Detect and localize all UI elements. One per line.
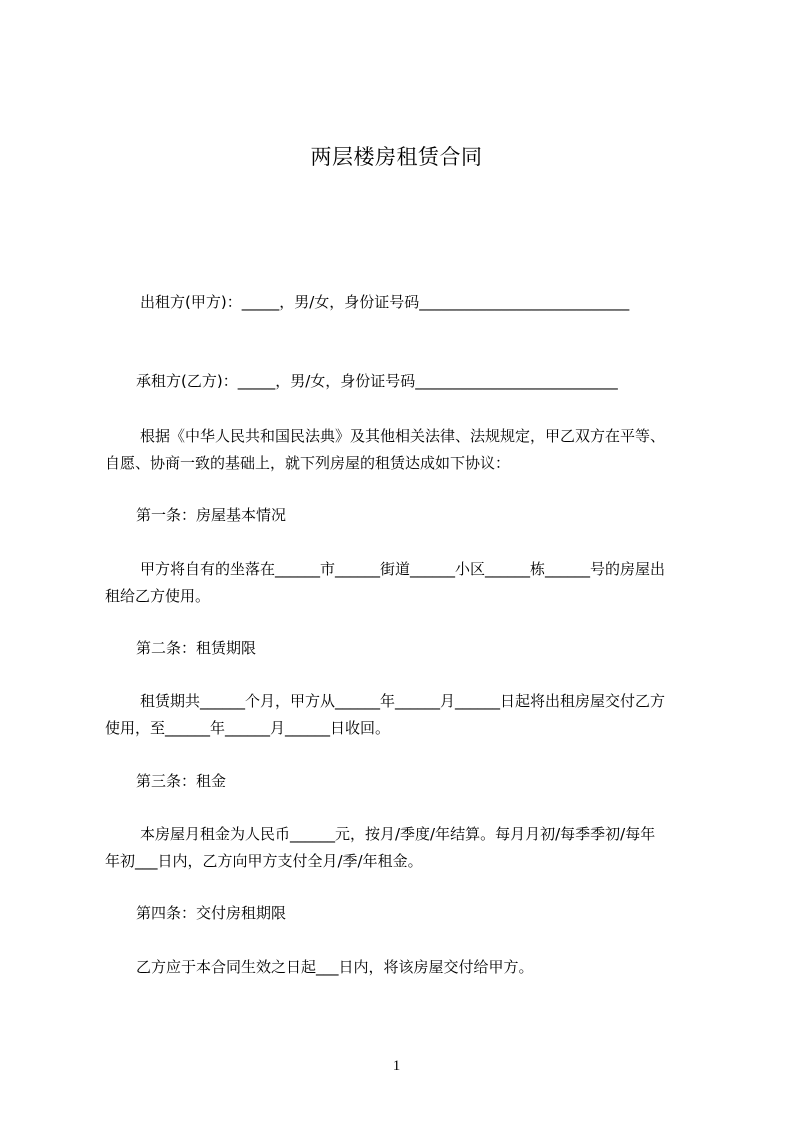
article-4-heading: 第四条：交付房租期限 bbox=[136, 904, 287, 922]
article-1-heading: 第一条：房屋基本情况 bbox=[136, 506, 287, 524]
article-2-heading: 第二条：租赁期限 bbox=[136, 639, 257, 657]
article-3-line-1: 本房屋月租金为人民币______元，按月/季度/年结算。每月月初/每季季初/每年 bbox=[140, 825, 656, 843]
page-number: 1 bbox=[392, 1058, 401, 1074]
article-3-heading: 第三条：租金 bbox=[136, 772, 227, 790]
preamble-line-2: 自愿、协商一致的基础上，就下列房屋的租赁达成如下协议： bbox=[105, 454, 511, 472]
article-2-line-2: 使用，至______年______月______日收回。 bbox=[105, 719, 391, 737]
lessor-line: 出租方(甲方)：_____，男/女，身份证号码____________________________ bbox=[140, 293, 630, 311]
article-2-line-1: 租赁期共______个月，甲方从______年______月______日起将出租房屋交付乙方 bbox=[140, 692, 666, 710]
lessee-line: 承租方(乙方)：_____，男/女，身份证号码___________________________ bbox=[136, 372, 618, 390]
document-title: 两层楼房租赁合同 bbox=[310, 145, 483, 169]
preamble-line-1: 根据《中华人民共和国民法典》及其他相关法律、法规规定，甲乙双方在平等、 bbox=[140, 427, 666, 445]
article-1-line-1: 甲方将自有的坐落在______市______街道______小区______栋______号的房屋出 bbox=[140, 560, 666, 578]
article-4-line-1: 乙方应于本合同生效之日起___日内，将该房屋交付给甲方。 bbox=[136, 958, 534, 976]
article-1-line-2: 租给乙方使用。 bbox=[105, 587, 211, 605]
article-3-line-2: 年初___日内，乙方向甲方支付全月/季/年租金。 bbox=[105, 852, 423, 870]
